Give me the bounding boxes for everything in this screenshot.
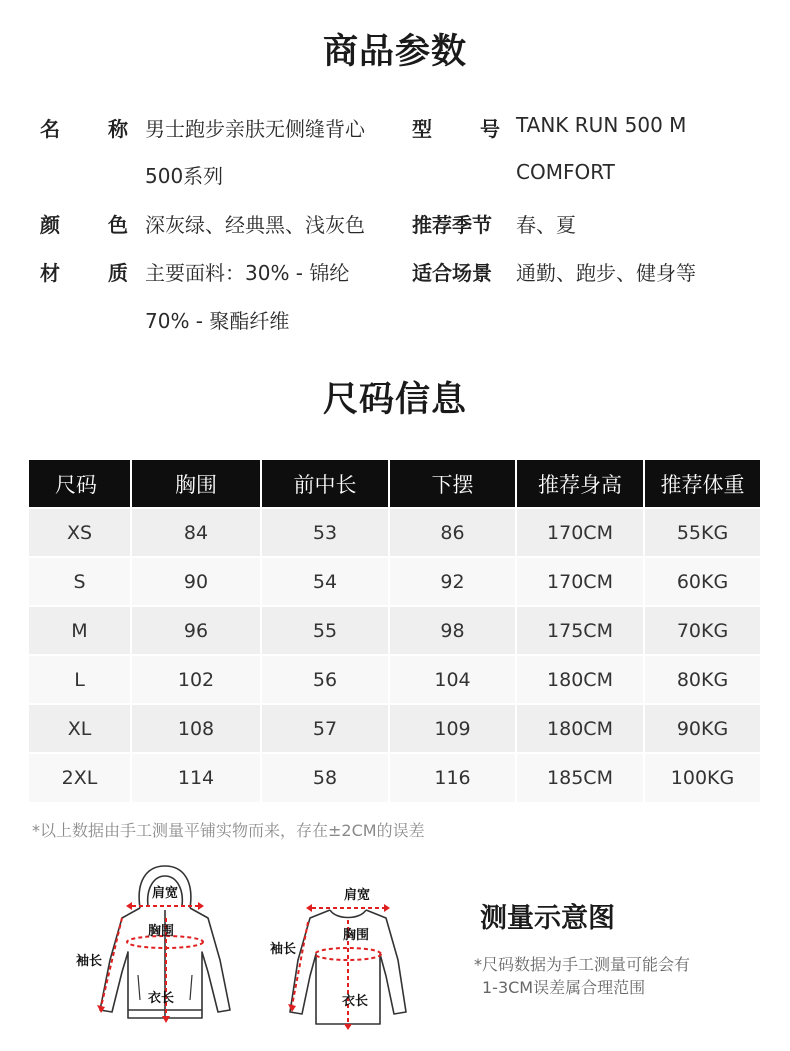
jacket-length-label: 衣长 <box>148 991 175 1006</box>
cell-weight: 55KG <box>644 508 760 557</box>
cell-weight: 90KG <box>644 704 760 753</box>
spec-model-label-char1: 型 <box>412 117 432 141</box>
cell-height: 180CM <box>516 655 644 704</box>
spec-color-label-char2: 色 <box>108 213 128 237</box>
size-table-header <box>29 460 760 508</box>
spec-model-label-char2: 号 <box>480 117 500 141</box>
cell-weight: 100KG <box>644 753 760 802</box>
table-row <box>29 655 760 704</box>
spec-model-label <box>412 113 500 142</box>
cell-chest: 102 <box>131 655 261 704</box>
table-row <box>29 557 760 606</box>
shirt-length-label: 衣长 <box>342 994 369 1009</box>
header-front-length: 前中长 <box>261 460 389 508</box>
cell-hem: 98 <box>389 606 516 655</box>
size-table <box>29 460 760 802</box>
jacket-measure-figure <box>70 860 260 1030</box>
jacket-sleeve-label: 袖长 <box>76 954 103 969</box>
cell-hem: 104 <box>389 655 516 704</box>
spec-color-label-char1: 颜 <box>40 213 60 237</box>
cell-chest: 108 <box>131 704 261 753</box>
measure-error-note: *以上数据由手工测量平铺实物而来，存在±2CM的误差 <box>32 821 425 840</box>
cell-hem: 116 <box>389 753 516 802</box>
shirt-shoulder-label: 肩宽 <box>344 888 371 903</box>
cell-weight: 60KG <box>644 557 760 606</box>
cell-hem: 109 <box>389 704 516 753</box>
header-height: 推荐身高 <box>516 460 644 508</box>
cell-front-length: 56 <box>261 655 389 704</box>
shirt-chest-label: 胸围 <box>343 928 370 943</box>
spec-name-value-1: 男士跑步亲肤无侧缝背心 <box>145 117 365 141</box>
spec-material-label-char1: 材 <box>40 261 60 285</box>
spec-name-label <box>40 113 128 142</box>
jacket-shoulder-label: 肩宽 <box>152 886 179 901</box>
spec-name-value-2: 500系列 <box>145 164 224 188</box>
spec-name-label-char1: 名 <box>40 117 60 141</box>
cell-hem: 92 <box>389 557 516 606</box>
spec-material-label <box>40 257 128 286</box>
cell-height: 170CM <box>516 508 644 557</box>
spec-color-label <box>40 209 128 238</box>
cell-height: 185CM <box>516 753 644 802</box>
table-row <box>29 753 760 802</box>
measure-diagram-title: 测量示意图 <box>480 903 615 934</box>
measure-note-line-2: 1-3CM误差属合理范围 <box>482 978 646 997</box>
spec-material-label-char2: 质 <box>108 261 128 285</box>
jacket-chest-label: 胸围 <box>148 924 175 939</box>
cell-front-length: 55 <box>261 606 389 655</box>
cell-front-length: 53 <box>261 508 389 557</box>
spec-model-value-1: TANK RUN 500 M <box>516 113 687 137</box>
cell-hem: 86 <box>389 508 516 557</box>
spec-color-value: 深灰绿、经典黑、浅灰色 <box>145 213 365 237</box>
cell-front-length: 57 <box>261 704 389 753</box>
cell-height: 170CM <box>516 557 644 606</box>
table-row <box>29 508 760 557</box>
cell-size: S <box>29 557 131 606</box>
header-chest: 胸围 <box>131 460 261 508</box>
cell-size: XL <box>29 704 131 753</box>
spec-season-label: 推荐季节 <box>412 213 492 237</box>
table-row <box>29 704 760 753</box>
shirt-measure-figure <box>268 880 428 1030</box>
size-title: 尺码信息 <box>322 380 467 420</box>
cell-chest: 114 <box>131 753 261 802</box>
cell-size: L <box>29 655 131 704</box>
cell-chest: 96 <box>131 606 261 655</box>
cell-chest: 84 <box>131 508 261 557</box>
header-weight: 推荐体重 <box>644 460 760 508</box>
spec-name-label-char2: 称 <box>108 117 128 141</box>
table-row <box>29 606 760 655</box>
cell-size: M <box>29 606 131 655</box>
cell-height: 175CM <box>516 606 644 655</box>
header-size: 尺码 <box>29 460 131 508</box>
cell-front-length: 58 <box>261 753 389 802</box>
cell-weight: 80KG <box>644 655 760 704</box>
shirt-sleeve-label: 袖长 <box>270 942 297 957</box>
spec-scene-value: 通勤、跑步、健身等 <box>516 261 696 285</box>
spec-scene-label: 适合场景 <box>412 261 492 285</box>
measure-note-line-1: *尺码数据为手工测量可能会有 <box>474 955 691 974</box>
cell-size: XS <box>29 508 131 557</box>
header-hem: 下摆 <box>389 460 516 508</box>
spec-material-value-2: 70% - 聚酯纤维 <box>145 309 290 333</box>
params-title: 商品参数 <box>322 32 467 72</box>
spec-material-value-1: 主要面料：30% - 锦纶 <box>145 261 350 285</box>
cell-chest: 90 <box>131 557 261 606</box>
spec-season-value: 春、夏 <box>516 213 576 237</box>
spec-model-value-2: COMFORT <box>516 160 615 184</box>
cell-height: 180CM <box>516 704 644 753</box>
cell-weight: 70KG <box>644 606 760 655</box>
cell-size: 2XL <box>29 753 131 802</box>
cell-front-length: 54 <box>261 557 389 606</box>
